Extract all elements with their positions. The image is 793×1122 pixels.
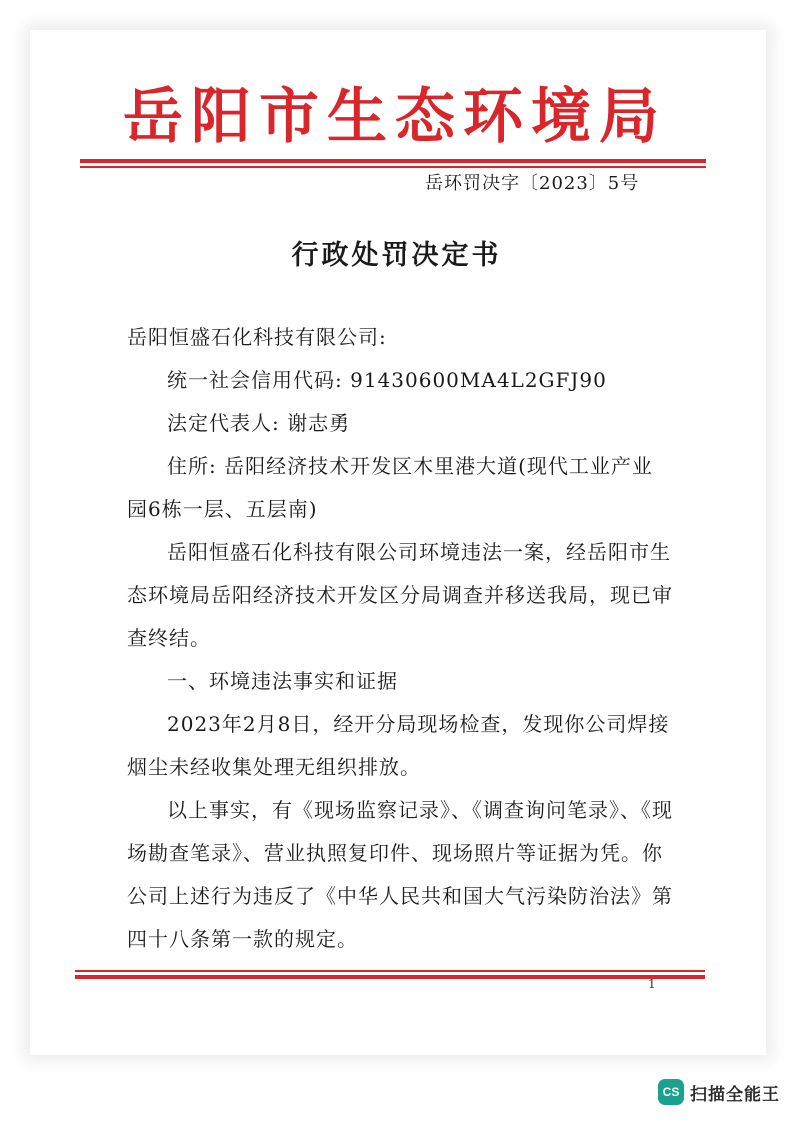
scanner-watermark bbox=[658, 1077, 780, 1107]
paragraph-line: 查终结。 bbox=[127, 626, 211, 650]
paragraph-line: 场勘查笔录》、营业执照复印件、现场照片等证据为凭。你 bbox=[127, 841, 663, 865]
document-title: 行政处罚决定书 bbox=[291, 240, 502, 271]
paragraph-line: 四十八条第一款的规定。 bbox=[127, 927, 358, 951]
camscanner-logo-icon: CS bbox=[658, 1079, 684, 1105]
section-heading: 一、环境违法事实和证据 bbox=[167, 669, 398, 693]
paragraph-line: 2023年2月8日，经开分局现场检查，发现你公司焊接 bbox=[167, 712, 670, 736]
paragraph-line: 烟尘未经收集处理无组织排放。 bbox=[127, 755, 421, 779]
footer-rule-thick bbox=[75, 975, 705, 979]
footer-rule-thin bbox=[75, 970, 705, 972]
agency-header: 岳阳市生态环境局 bbox=[123, 82, 667, 152]
address-line-1: 住所: 岳阳经济技术开发区木里港大道(现代工业产业 bbox=[167, 454, 653, 478]
credit-code-line: 统一社会信用代码: 91430600MA4L2GFJ90 bbox=[167, 368, 607, 392]
header-rule-thin bbox=[80, 166, 706, 168]
paragraph-line: 岳阳恒盛石化科技有限公司环境违法一案，经岳阳市生 bbox=[167, 540, 671, 564]
address-line-2: 园6栋一层、五层南) bbox=[127, 497, 318, 521]
paragraph-line: 公司上述行为违反了《中华人民共和国大气污染防治法》第 bbox=[127, 884, 673, 908]
legal-rep-line: 法定代表人: 谢志勇 bbox=[167, 411, 351, 435]
watermark-text: 扫描全能王 bbox=[690, 1084, 780, 1105]
paragraph-line: 以上事实，有《现场监察记录》、《调查询问笔录》、《现 bbox=[167, 798, 673, 822]
recipient-line: 岳阳恒盛石化科技有限公司: bbox=[127, 325, 387, 349]
paragraph-line: 态环境局岳阳经济技术开发区分局调查并移送我局，现已审 bbox=[127, 583, 673, 607]
header-rule-thick bbox=[80, 159, 706, 163]
page-number: 1 bbox=[648, 977, 656, 991]
document-number: 岳环罚决字〔2023〕5号 bbox=[425, 173, 640, 194]
